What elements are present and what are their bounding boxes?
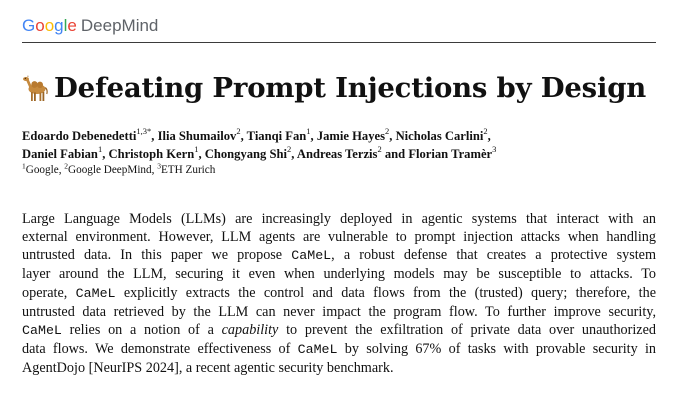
author-affiliation-marker: 2	[377, 143, 382, 154]
paper-title: Defeating Prompt Injections by Design	[54, 72, 647, 104]
author-separator: ,	[151, 129, 158, 143]
author-affiliation-marker: 1	[97, 143, 103, 154]
author-separator: ,	[102, 147, 109, 161]
system-name: CaMeL	[22, 322, 62, 338]
author-affiliation-marker: 1,3*	[136, 125, 152, 136]
author-separator: ,	[291, 147, 297, 161]
abstract-line	[22, 228, 656, 246]
author-separator: ,	[310, 129, 317, 143]
abstract-text: external environment. However, LLM agents are vulnerable to prompt injection attacks when handling	[22, 229, 656, 246]
system-name: CaMeL	[291, 248, 332, 264]
title-row	[20, 66, 660, 110]
abstract-text: untrusted data retrieved by the LLM can never impact the program flow. To further improve security,	[22, 303, 656, 320]
author-name: Andreas Terzis	[296, 147, 378, 161]
abstract-text: by solving 67% of tasks with provable security in	[337, 341, 656, 358]
abstract-line	[22, 303, 656, 321]
google-letter: G	[22, 16, 36, 35]
author-affiliation-marker: 2	[385, 125, 390, 136]
abstract-text: Large Language Models (LLMs) are increasingly deployed in agentic systems that interact with an	[22, 211, 656, 227]
abstract-text: relies on a notion of a	[61, 321, 222, 338]
google-letter: l	[63, 16, 68, 35]
author-name: Christoph Kern	[108, 147, 195, 161]
author-line-2	[22, 145, 662, 163]
author-affiliation-marker: 2	[287, 143, 292, 154]
author-separator: and	[381, 147, 409, 161]
author-affiliation-marker: 1	[306, 125, 311, 136]
abstract-line	[22, 265, 656, 283]
abstract-text: , a robust defense that creates a protective system	[331, 247, 656, 264]
abstract-text: untrusted data. In this paper we propose	[22, 247, 292, 264]
google-letter: e	[67, 16, 77, 35]
abstract-text: explicitly extracts the control and data flows from the (trusted) query; therefore, the	[115, 284, 656, 301]
affiliation-marker: 1	[22, 161, 26, 171]
abstract-line	[22, 321, 656, 340]
author-affiliation-marker: 2	[483, 125, 488, 136]
author-name: Tianqi Fan	[246, 129, 307, 143]
author-line-1	[22, 127, 662, 145]
google-letter: o	[35, 16, 45, 35]
affiliation-name: Google DeepMind	[68, 164, 152, 176]
abstract-line	[22, 246, 656, 265]
author-name: Chongyang Shi	[204, 147, 287, 161]
author-name: Ilia Shumailov	[157, 129, 237, 143]
google-letter: g	[54, 16, 64, 35]
google-wordmark	[22, 16, 77, 35]
abstract-text: to prevent the exfiltration of private data over unauthorized	[278, 321, 656, 338]
author-affiliation-marker: 2	[236, 125, 241, 136]
abstract-line	[22, 359, 656, 377]
author-separator: ,	[389, 129, 396, 143]
abstract-text: AgentDojo [NeurIPS 2024], a recent agentic security benchmark.	[22, 360, 394, 377]
deepmind-wordmark: DeepMind	[80, 16, 159, 35]
author-name: Jamie Hayes	[316, 129, 386, 143]
system-name: CaMeL	[75, 285, 116, 301]
author-name: Florian Tramèr	[408, 147, 493, 161]
abstract-text: layer around the LLM, securing it even when underlying models may be susceptible to attacks. To	[22, 266, 656, 283]
affiliation-separator: ,	[151, 164, 158, 176]
abstract-line	[22, 284, 656, 303]
affiliation-name: ETH Zurich	[160, 164, 216, 176]
author-separator: ,	[487, 129, 491, 143]
abstract-text: data flows. We demonstrate effectiveness of	[22, 341, 298, 358]
abstract-text: operate,	[22, 284, 76, 301]
affiliation-marker: 3	[157, 161, 161, 171]
google-deepmind-logo	[22, 16, 158, 36]
affiliation-name: Google	[25, 164, 59, 176]
affiliation-separator: ,	[58, 164, 65, 176]
abstract-line	[22, 340, 656, 359]
emphasized-term: capability	[221, 321, 279, 338]
abstract	[22, 210, 656, 377]
author-separator: ,	[240, 129, 247, 143]
abstract-line	[22, 210, 656, 228]
author-name: Nicholas Carlini	[395, 129, 484, 143]
affiliation-marker: 2	[64, 161, 69, 171]
camel-icon	[20, 72, 52, 104]
affiliations	[22, 163, 662, 177]
page-header	[22, 16, 656, 43]
system-name: CaMeL	[297, 342, 338, 358]
author-affiliation-marker: 3	[492, 143, 497, 154]
google-letter: o	[44, 16, 55, 35]
author-list	[22, 127, 662, 163]
author-name: Edoardo Debenedetti	[22, 129, 137, 143]
author-name: Daniel Fabian	[22, 147, 98, 161]
author-affiliation-marker: 1	[194, 143, 199, 154]
author-separator: ,	[198, 147, 205, 161]
